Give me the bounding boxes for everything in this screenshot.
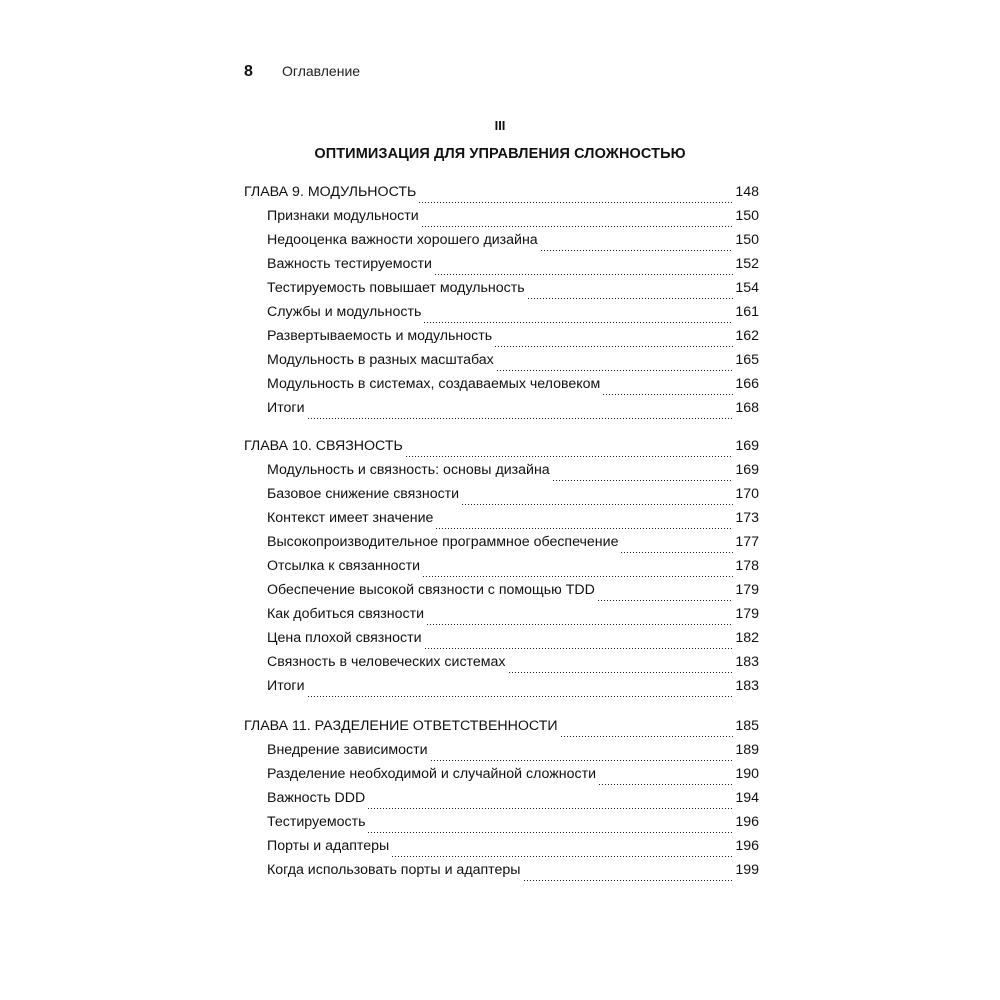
toc-chapter-entry[interactable] — [244, 184, 759, 208]
dot-leader — [418, 202, 733, 203]
section-title: Цена плохой связности — [267, 630, 422, 646]
toc-section-entry[interactable] — [244, 462, 759, 486]
section-title: Признаки модульности — [267, 208, 419, 224]
section-title: Важность DDD — [267, 790, 366, 806]
toc-section-entry[interactable] — [244, 400, 759, 424]
section-title: Итоги — [267, 678, 305, 694]
page-ref: 183 — [735, 678, 759, 694]
section-title: Отсылка к связанности — [267, 558, 421, 574]
dot-leader — [434, 274, 733, 275]
dot-leader — [405, 456, 733, 457]
toc-section-entry[interactable] — [244, 534, 759, 558]
dot-leader — [508, 672, 734, 673]
toc-chapter-entry[interactable] — [244, 718, 759, 742]
dot-leader — [527, 298, 733, 299]
page-ref: 150 — [735, 232, 759, 248]
dot-leader — [496, 370, 733, 371]
section-title: Высокопроизводительное программное обеспечение — [267, 534, 619, 550]
toc-chapter-entry[interactable] — [244, 438, 759, 462]
dot-leader — [424, 648, 734, 649]
section-title: Связность в человеческих системах — [267, 654, 506, 670]
section-title: Развертываемость и модульность — [267, 328, 493, 344]
toc-section-entry[interactable] — [244, 678, 759, 702]
page-ref: 199 — [735, 862, 759, 878]
dot-leader — [560, 736, 733, 737]
toc-section-entry[interactable] — [244, 790, 759, 814]
section-title: Тестируемость повышает модульность — [267, 280, 525, 296]
section-title: Обеспечение высокой связности с помощью TDD — [267, 582, 595, 598]
toc-section-entry[interactable] — [244, 486, 759, 510]
section-title: Разделение необходимой и случайной сложности — [267, 766, 596, 782]
page-ref: 178 — [735, 558, 759, 574]
toc-section-entry[interactable] — [244, 814, 759, 838]
dot-leader — [598, 784, 733, 785]
page-ref: 170 — [735, 486, 759, 502]
toc-section-entry[interactable] — [244, 606, 759, 630]
section-title: Порты и адаптеры — [267, 838, 390, 854]
dot-leader — [494, 346, 733, 347]
dot-leader — [307, 696, 733, 697]
toc-section-entry[interactable] — [244, 208, 759, 232]
section-title: Когда использовать порты и адаптеры — [267, 862, 521, 878]
toc-section-entry[interactable] — [244, 862, 759, 886]
page-number: 8 — [244, 63, 253, 80]
section-title: Как добиться связности — [267, 606, 425, 622]
toc-chapter-10 — [244, 438, 759, 702]
toc-chapter-11 — [244, 718, 759, 886]
page-ref: 154 — [735, 280, 759, 296]
page-ref: 169 — [735, 462, 759, 478]
page-ref: 166 — [735, 376, 759, 392]
dot-leader — [367, 832, 733, 833]
section-title: Тестируемость — [267, 814, 366, 830]
chapter-title: ГЛАВА 10. СВЯЗНОСТЬ — [244, 438, 403, 454]
page-ref: 196 — [735, 814, 759, 830]
dot-leader — [423, 322, 733, 323]
toc-section-entry[interactable] — [244, 742, 759, 766]
section-title: Базовое снижение связности — [267, 486, 460, 502]
dot-leader — [620, 552, 733, 553]
chapter-title: ГЛАВА 9. МОДУЛЬНОСТЬ — [244, 184, 417, 200]
section-title: Модульность в системах, создаваемых человеком — [267, 376, 601, 392]
page-ref: 179 — [735, 582, 759, 598]
dot-leader — [421, 226, 733, 227]
dot-leader — [426, 624, 733, 625]
page-ref: 189 — [735, 742, 759, 758]
page-header — [244, 63, 360, 81]
toc-section-entry[interactable] — [244, 510, 759, 534]
toc-section-entry[interactable] — [244, 328, 759, 352]
running-head: Оглавление — [282, 63, 361, 79]
toc-chapter-9 — [244, 184, 759, 424]
dot-leader — [552, 480, 733, 481]
toc-section-entry[interactable] — [244, 582, 759, 606]
toc-section-entry[interactable] — [244, 256, 759, 280]
toc-section-entry[interactable] — [244, 376, 759, 400]
toc-section-entry[interactable] — [244, 654, 759, 678]
page-ref: 150 — [735, 208, 759, 224]
dot-leader — [597, 600, 733, 601]
page-ref: 162 — [735, 328, 759, 344]
dot-leader — [461, 504, 733, 505]
dot-leader — [422, 576, 733, 577]
section-title: Службы и модульность — [267, 304, 422, 320]
dot-leader — [540, 250, 733, 251]
toc-section-entry[interactable] — [244, 304, 759, 328]
toc-section-entry[interactable] — [244, 766, 759, 790]
section-title: Модульность и связность: основы дизайна — [267, 462, 550, 478]
toc-section-entry[interactable] — [244, 280, 759, 304]
page-ref: 169 — [735, 438, 759, 454]
page-ref: 165 — [735, 352, 759, 368]
page-ref: 161 — [735, 304, 759, 320]
dot-leader — [391, 856, 733, 857]
part-number: III — [494, 118, 506, 133]
page-ref: 148 — [735, 184, 759, 200]
toc-section-entry[interactable] — [244, 838, 759, 862]
page-ref: 179 — [735, 606, 759, 622]
page-ref: 194 — [735, 790, 759, 806]
chapter-title: ГЛАВА 11. РАЗДЕЛЕНИЕ ОТВЕТСТВЕННОСТИ — [244, 718, 558, 734]
toc-section-entry[interactable] — [244, 232, 759, 256]
page-ref: 182 — [735, 630, 759, 646]
dot-leader — [602, 394, 733, 395]
toc-section-entry[interactable] — [244, 558, 759, 582]
section-title: Важность тестируемости — [267, 256, 432, 272]
dot-leader — [367, 808, 733, 809]
page-ref: 185 — [735, 718, 759, 734]
part-title: ОПТИМИЗАЦИЯ ДЛЯ УПРАВЛЕНИЯ СЛОЖНОСТЬЮ — [314, 146, 686, 162]
section-title: Внедрение зависимости — [267, 742, 428, 758]
page-ref: 196 — [735, 838, 759, 854]
dot-leader — [523, 880, 734, 881]
page-ref: 152 — [735, 256, 759, 272]
page-ref: 190 — [735, 766, 759, 782]
toc-section-entry[interactable] — [244, 352, 759, 376]
section-title: Контекст имеет значение — [267, 510, 434, 526]
dot-leader — [430, 760, 733, 761]
dot-leader — [435, 528, 733, 529]
page-ref: 183 — [735, 654, 759, 670]
page-ref: 168 — [735, 400, 759, 416]
page-ref: 177 — [735, 534, 759, 550]
toc-section-entry[interactable] — [244, 630, 759, 654]
page-ref: 173 — [735, 510, 759, 526]
dot-leader — [307, 418, 733, 419]
section-title: Недооценка важности хорошего дизайна — [267, 232, 538, 248]
section-title: Итоги — [267, 400, 305, 416]
section-title: Модульность в разных масштабах — [267, 352, 494, 368]
